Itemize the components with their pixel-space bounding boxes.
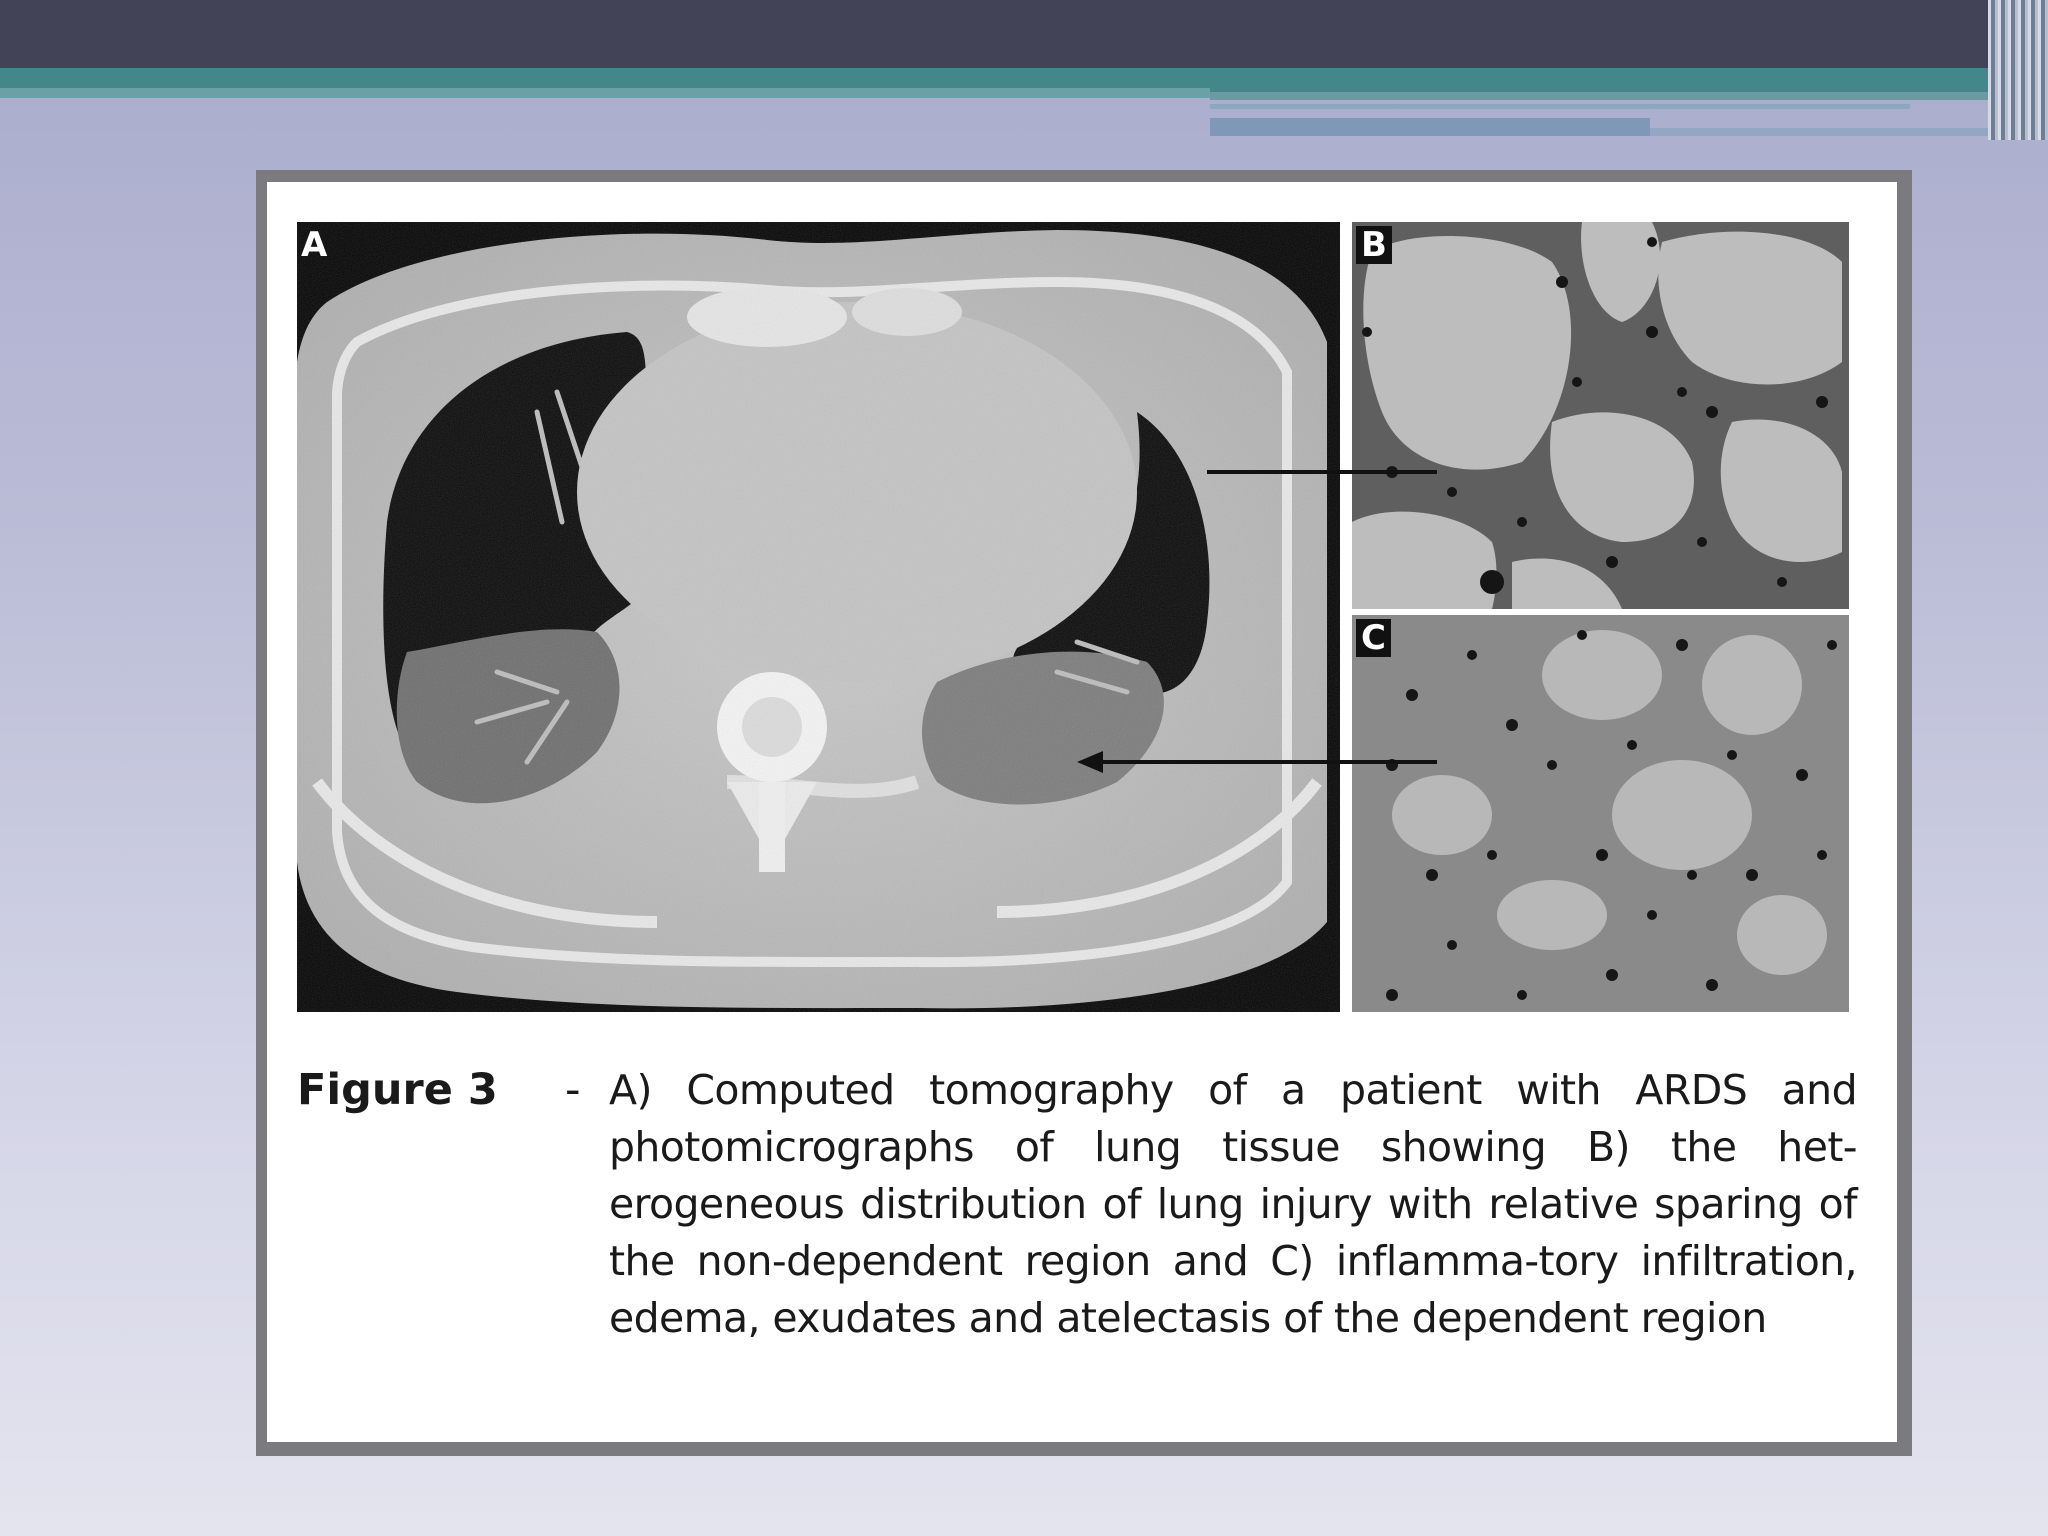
- figure-caption: A) Computed tomography of a patient with ARDS and photomicrographs of lung tissue showing B) the het-erogeneous distribution of lung injury with relative sparing of the non-dependent region and C) inflamma-tory infiltration, edema, exudates and atelectasis of the dependent region: [609, 1066, 1857, 1342]
- figure-number: Figure 3: [297, 1065, 498, 1115]
- slide-accent-stripe: [1210, 92, 2000, 100]
- slide-edge-stripes: [1988, 0, 2048, 140]
- caption-separator: -: [565, 1065, 581, 1115]
- micrograph-b-image: [1352, 222, 1849, 609]
- figure-label: [297, 1062, 498, 1119]
- slide-accent-band-light: [0, 88, 1210, 98]
- micrograph-c-image: [1352, 615, 1849, 1012]
- slide-accent-block: [1210, 118, 1650, 136]
- micrograph-b-drawing: [1352, 222, 1849, 609]
- ct-scan-drawing: [297, 222, 1340, 1012]
- panel-label-c: C: [1356, 619, 1391, 657]
- ct-scan-image: [297, 222, 1340, 1012]
- slide-accent-block: [1650, 128, 2010, 136]
- micrograph-c-drawing: [1352, 615, 1849, 1012]
- figure-frame: [256, 170, 1912, 1456]
- panel-label-a: A: [301, 225, 328, 265]
- figure: [267, 182, 1897, 1442]
- slide-title-bar: [0, 0, 2048, 68]
- slide-accent-stripe: [1210, 104, 1910, 109]
- panel-label-b: B: [1356, 226, 1392, 264]
